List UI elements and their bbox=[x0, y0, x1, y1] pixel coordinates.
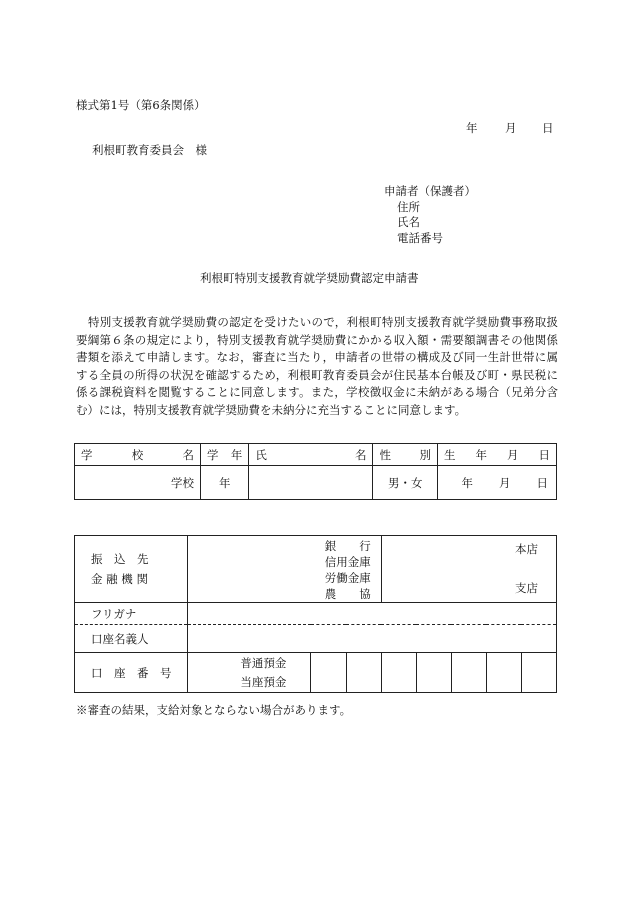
grade-field[interactable] bbox=[201, 466, 249, 500]
body-paragraph: 特別支援教育就学奨励費の認定を受けたいので，利根町特別支援教育就学奨励費事務取扱要綱第６条の規定により，特別支援教育就学奨励費にかかる収入額・需要額調書その他関係書類を添えて申請します。なお，審査に当たり，申請者の世帯の構成及び同一生計世帯に属する全員の所得の状況を確認するため，利根町教育委員会が住民基本台帳及び町・県民税に係る課税資料を閲覧することに同意します。また，学校徴収金に未納がある場合（兄弟分含む）には，特別支援教育就学奨励費を未納分に充当することに同意します。 bbox=[76, 315, 558, 417]
birth-day-label: 日 bbox=[536, 475, 548, 490]
account-holder-label: 口座名義人 bbox=[75, 625, 188, 653]
bank-type-cell[interactable] bbox=[187, 536, 381, 603]
school-name-field[interactable] bbox=[75, 466, 201, 500]
form-number: 様式第1号（第6条関係） bbox=[76, 98, 206, 112]
applicant-title: 申請者（保護者） bbox=[384, 184, 476, 198]
student-name-field[interactable] bbox=[249, 466, 373, 500]
birth-month-label: 月 bbox=[499, 475, 511, 490]
header-gender: 性 別 bbox=[373, 444, 438, 466]
account-digit-5[interactable] bbox=[451, 653, 486, 693]
birth-year-label: 年 bbox=[461, 475, 473, 490]
account-digit-6[interactable] bbox=[486, 653, 521, 693]
account-digit-2[interactable] bbox=[346, 653, 381, 693]
account-holder-field[interactable] bbox=[187, 625, 556, 653]
applicant-name-label: 氏名 bbox=[397, 215, 420, 229]
account-digit-3[interactable] bbox=[381, 653, 416, 693]
document-title: 利根町特別支援教育就学奨励費認定申請書 bbox=[200, 271, 419, 285]
birthdate-field[interactable] bbox=[437, 466, 556, 500]
account-type-cell[interactable] bbox=[187, 653, 311, 693]
addressee: 利根町教育委員会 様 bbox=[92, 143, 207, 157]
furigana-label: フリガナ bbox=[75, 603, 188, 625]
bank-type-bank: 銀 行 bbox=[324, 539, 371, 553]
bank-type-shinkin: 信用金庫 bbox=[324, 555, 371, 569]
account-type-ordinary: 普通預金 bbox=[240, 655, 287, 670]
header-birthdate: 生 年 月 日 bbox=[437, 444, 556, 466]
furigana-field[interactable] bbox=[187, 603, 556, 625]
gender-options: 男・女 bbox=[387, 475, 423, 490]
account-digit-4[interactable] bbox=[416, 653, 451, 693]
main-branch-label: 本店 bbox=[515, 542, 538, 556]
branch-label: 支店 bbox=[515, 581, 538, 595]
account-number-label: 口 座 番 号 bbox=[75, 653, 188, 693]
bank-table bbox=[74, 535, 557, 693]
school-suffix: 学校 bbox=[171, 475, 195, 490]
gender-field[interactable] bbox=[373, 466, 438, 500]
header-student-name: 氏 名 bbox=[249, 444, 373, 466]
account-digit-7[interactable] bbox=[521, 653, 556, 693]
student-table bbox=[74, 443, 557, 500]
grade-suffix: 年 bbox=[218, 475, 231, 490]
account-digit-1[interactable] bbox=[311, 653, 346, 693]
applicant-address-label: 住所 bbox=[397, 200, 420, 214]
institution-label: 振 込 先 金 融 機 関 bbox=[75, 536, 188, 603]
bank-type-rokin: 労働金庫 bbox=[324, 571, 371, 585]
date-day: 日 bbox=[542, 121, 554, 135]
header-grade: 学 年 bbox=[201, 444, 249, 466]
applicant-phone-label: 電話番号 bbox=[397, 231, 443, 245]
footnote: ※審査の結果，支給対象とならない場合があります。 bbox=[76, 703, 352, 717]
account-type-current: 当座預金 bbox=[240, 674, 287, 689]
date-month: 月 bbox=[505, 121, 517, 135]
date-year: 年 bbox=[466, 121, 478, 135]
bank-type-nokyo: 農 協 bbox=[324, 587, 371, 601]
header-school-name: 学 校 名 bbox=[75, 444, 201, 466]
branch-cell[interactable] bbox=[381, 536, 556, 603]
